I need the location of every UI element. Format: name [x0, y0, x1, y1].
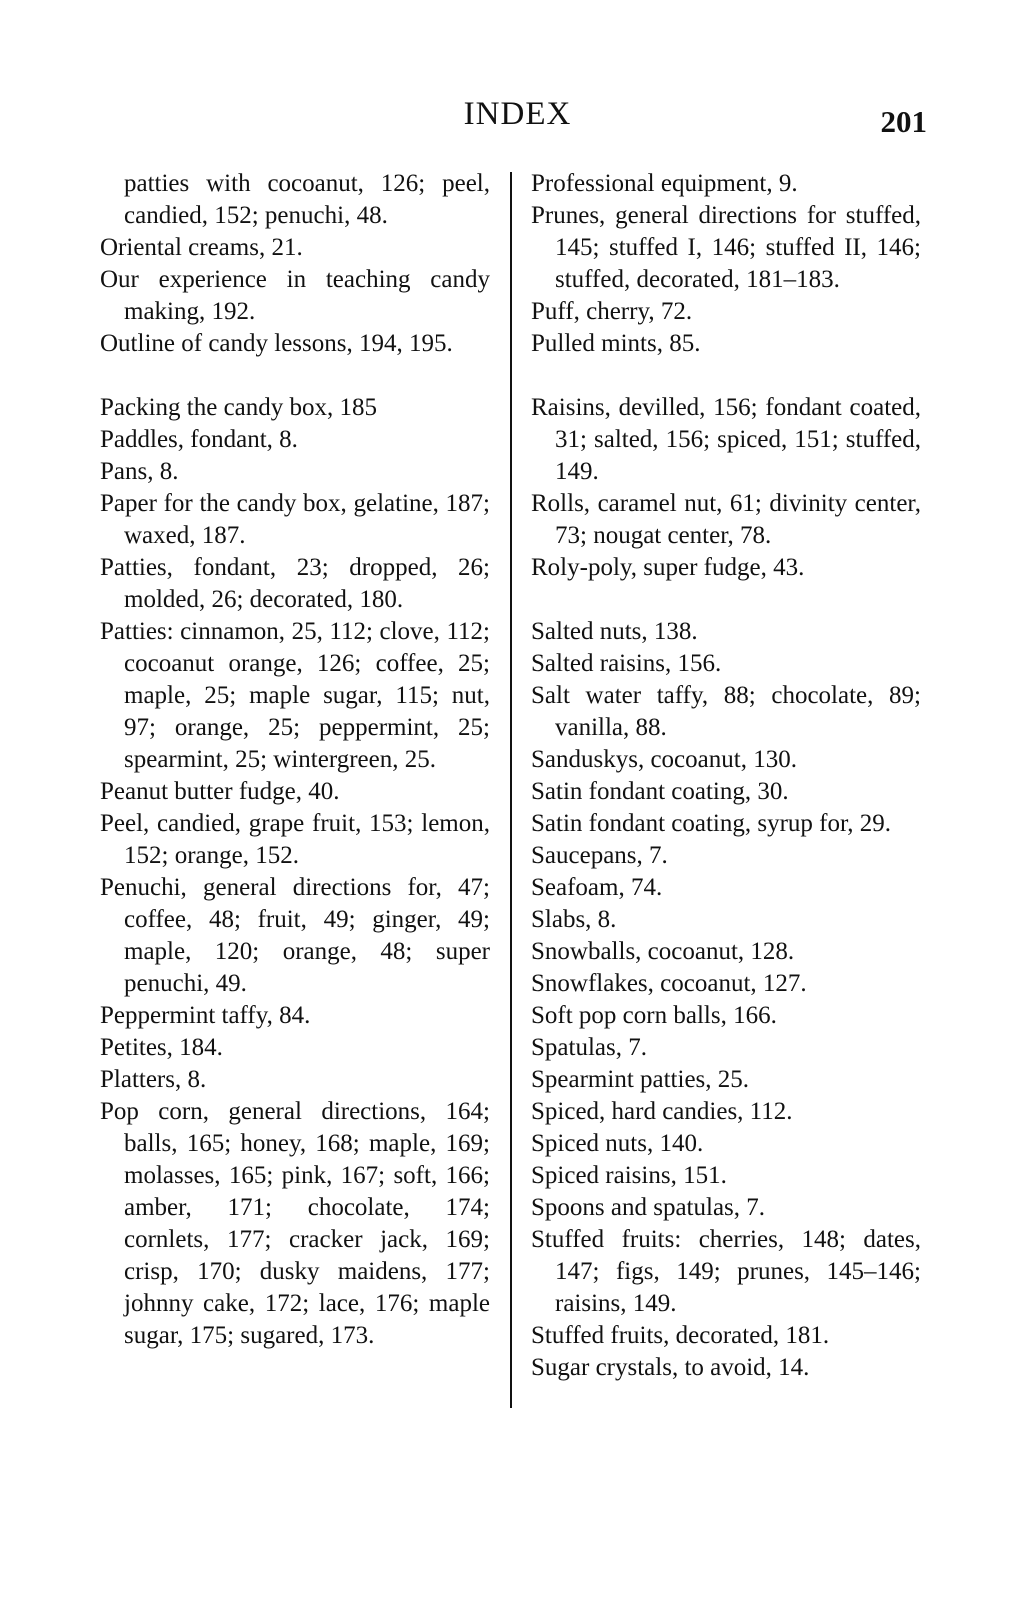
index-entry: Patties, fondant, 23; dropped, 26; molded, 26; decorated, 180.: [100, 554, 490, 613]
letter-group-gap: [531, 584, 921, 616]
index-entry: Snowballs, cocoanut, 128.: [531, 938, 795, 965]
index-entry: Slabs, 8.: [531, 906, 617, 933]
index-entry: Salted raisins, 156.: [531, 650, 722, 677]
index-entry: Professional equipment, 9.: [531, 170, 798, 197]
index-entry: Spearmint patties, 25.: [531, 1066, 750, 1093]
index-entry: Pop corn, general directions, 164; balls, 165; honey, 168; maple, 169; molasses, 165; pink, 167; soft, 166; amber, 171; chocolate, 174; cornlets, 177; cracker jack, 169; crisp, 170; dusky maidens, 177; johnny cake, 172; lace, 176; maple sugar, 175; sugared, 173.: [100, 1098, 490, 1349]
index-entry: Outline of candy lessons, 194, 195.: [100, 330, 453, 357]
index-entry: Peppermint taffy, 84.: [100, 1002, 311, 1029]
page-number: 201: [880, 104, 927, 139]
index-column-left: [100, 168, 490, 1352]
column-divider: [510, 172, 512, 1408]
index-entry: Sugar crystals, to avoid, 14.: [531, 1354, 810, 1381]
letter-group-gap: [100, 360, 490, 392]
index-entry: Raisins, devilled, 156; fondant coated, 31; salted, 156; spiced, 151; stuffed, 149.: [531, 394, 921, 485]
index-entry: Seafoam, 74.: [531, 874, 663, 901]
index-entry: Peanut butter fudge, 40.: [100, 778, 340, 805]
index-entry: Spatulas, 7.: [531, 1034, 647, 1061]
index-entry: Paper for the candy box, gelatine, 187; waxed, 187.: [100, 490, 490, 549]
index-entry: Patties: cinnamon, 25, 112; clove, 112; cocoanut orange, 126; coffee, 25; maple, 25; maple sugar, 115; nut, 97; orange, 25; peppermint, 25; spearmint, 25; wintergreen, 25.: [100, 618, 490, 773]
index-entry: Salt water taffy, 88; chocolate, 89; vanilla, 88.: [531, 682, 921, 741]
index-entry: Satin fondant coating, syrup for, 29.: [531, 810, 892, 837]
index-entry: Petites, 184.: [100, 1034, 223, 1061]
index-entry: Platters, 8.: [100, 1066, 207, 1093]
index-entry: Spiced raisins, 151.: [531, 1162, 727, 1189]
index-entry: Peel, candied, grape fruit, 153; lemon, 152; orange, 152.: [100, 810, 490, 869]
index-entry: Roly-poly, super fudge, 43.: [531, 554, 805, 581]
index-entry: Stuffed fruits, decorated, 181.: [531, 1322, 830, 1349]
index-entry: Spiced, hard candies, 112.: [531, 1098, 793, 1125]
running-title: INDEX: [463, 96, 572, 132]
index-entry: Pans, 8.: [100, 458, 179, 485]
index-entry: Saucepans, 7.: [531, 842, 668, 869]
index-entry: Spoons and spatulas, 7.: [531, 1194, 766, 1221]
index-entry: Snowflakes, cocoanut, 127.: [531, 970, 807, 997]
letter-group-gap: [531, 360, 921, 392]
index-entry: Packing the candy box, 185: [100, 394, 378, 421]
index-column-right: [531, 168, 921, 1384]
index-entry: Soft pop corn balls, 166.: [531, 1002, 777, 1029]
index-entry: Salted nuts, 138.: [531, 618, 698, 645]
index-entry: patties with cocoanut, 126; peel, candied, 152; penuchi, 48.: [124, 170, 490, 229]
index-entry: Puff, cherry, 72.: [531, 298, 693, 325]
index-entry: Sanduskys, cocoanut, 130.: [531, 746, 797, 773]
index-entry: Stuffed fruits: cherries, 148; dates, 147; figs, 149; prunes, 145–146; raisins, 149.: [531, 1226, 921, 1317]
index-entry: Spiced nuts, 140.: [531, 1130, 704, 1157]
index-entry: Rolls, caramel nut, 61; divinity center, 73; nougat center, 78.: [531, 490, 921, 549]
index-entry: Penuchi, general directions for, 47; coffee, 48; fruit, 49; ginger, 49; maple, 120; orange, 48; super penuchi, 49.: [100, 874, 490, 997]
index-entry: Oriental creams, 21.: [100, 234, 303, 261]
index-entry: Pulled mints, 85.: [531, 330, 701, 357]
index-entry: Prunes, general directions for stuffed, 145; stuffed I, 146; stuffed II, 146; stuffed, decorated, 181–183.: [531, 202, 921, 293]
index-entry: Our experience in teaching candy making, 192.: [100, 266, 490, 325]
index-entry: Satin fondant coating, 30.: [531, 778, 789, 805]
index-entry: Paddles, fondant, 8.: [100, 426, 298, 453]
